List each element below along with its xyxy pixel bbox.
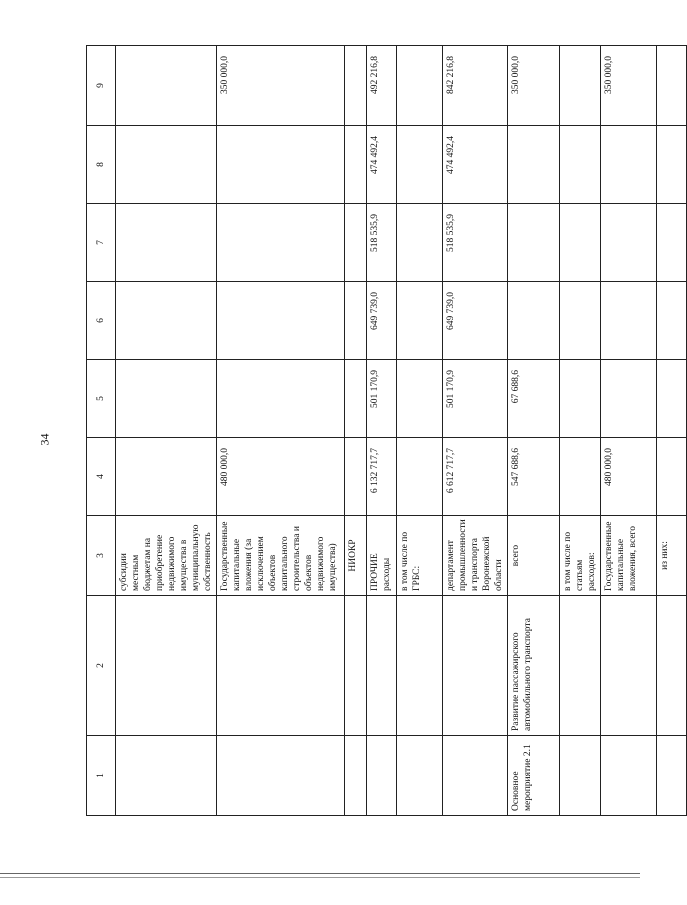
cell-col-4: 480 000,0 — [601, 438, 657, 516]
budget-table — [86, 45, 687, 816]
header-cell: 7 — [87, 204, 116, 282]
cell-col-5: 501 170,9 — [367, 360, 397, 438]
cell-col-1 — [657, 736, 687, 816]
cell-col-1 — [397, 736, 443, 816]
table-row — [116, 46, 217, 816]
cell-col-5: 67 688,6 — [508, 360, 560, 438]
cell-col-2 — [345, 596, 367, 736]
table-row — [367, 46, 397, 816]
header-cell: 8 — [87, 126, 116, 204]
cell-col-9 — [116, 46, 217, 126]
cell-col-7 — [560, 204, 601, 282]
cell-col-3: департамент промышленности и транспорта Воронежской области — [443, 516, 508, 596]
cell-col-4: 480 000,0 — [217, 438, 345, 516]
header-cell: 3 — [87, 516, 116, 596]
cell-col-9: 350 000,0 — [601, 46, 657, 126]
cell-col-9: 842 216,8 — [443, 46, 508, 126]
header-cell: 5 — [87, 360, 116, 438]
cell-col-6 — [657, 282, 687, 360]
cell-col-9 — [345, 46, 367, 126]
table-row — [345, 46, 367, 816]
cell-col-1 — [345, 736, 367, 816]
cell-col-2 — [657, 596, 687, 736]
header-cell: 2 — [87, 596, 116, 736]
cell-col-8 — [657, 126, 687, 204]
cell-col-4 — [397, 438, 443, 516]
cell-col-9 — [560, 46, 601, 126]
cell-col-2 — [601, 596, 657, 736]
cell-col-9 — [397, 46, 443, 126]
cell-col-2 — [443, 596, 508, 736]
cell-col-8 — [508, 126, 560, 204]
cell-col-7 — [657, 204, 687, 282]
cell-col-6: 649 739,0 — [367, 282, 397, 360]
cell-col-1 — [601, 736, 657, 816]
cell-col-8 — [397, 126, 443, 204]
cell-col-6 — [345, 282, 367, 360]
cell-col-7 — [508, 204, 560, 282]
cell-col-4 — [657, 438, 687, 516]
cell-col-7: 518 535,9 — [443, 204, 508, 282]
cell-col-3: из них: — [657, 516, 687, 596]
cell-col-8: 474 492,4 — [367, 126, 397, 204]
header-cell: 1 — [87, 736, 116, 816]
cell-col-6: 649 739,0 — [443, 282, 508, 360]
table-row — [508, 46, 560, 816]
cell-col-5 — [397, 360, 443, 438]
cell-col-4: 547 688,6 — [508, 438, 560, 516]
cell-col-2 — [560, 596, 601, 736]
cell-col-6 — [217, 282, 345, 360]
cell-col-1 — [560, 736, 601, 816]
cell-col-3: субсидии местным бюджетам на приобретение недвижимого имущества в муниципальную собственность — [116, 516, 217, 596]
cell-col-3: ПРОЧИЕ расходы — [367, 516, 397, 596]
header-cell: 9 — [87, 46, 116, 126]
cell-col-5 — [116, 360, 217, 438]
rotated-table-container — [86, 46, 670, 816]
cell-col-6 — [116, 282, 217, 360]
cell-col-8 — [116, 126, 217, 204]
cell-col-9: 350 000,0 — [508, 46, 560, 126]
cell-col-7 — [601, 204, 657, 282]
cell-col-5 — [345, 360, 367, 438]
scan-line — [0, 877, 640, 878]
table-row — [217, 46, 345, 816]
cell-col-7 — [217, 204, 345, 282]
cell-col-9: 350 000,0 — [217, 46, 345, 126]
header-cell: 6 — [87, 282, 116, 360]
cell-col-4 — [345, 438, 367, 516]
cell-col-8: 474 492,4 — [443, 126, 508, 204]
cell-col-2 — [397, 596, 443, 736]
cell-col-2 — [367, 596, 397, 736]
cell-col-5: 501 170,9 — [443, 360, 508, 438]
table-header-row — [87, 46, 116, 816]
cell-col-8 — [345, 126, 367, 204]
cell-col-4 — [560, 438, 601, 516]
cell-col-5 — [560, 360, 601, 438]
cell-col-1 — [116, 736, 217, 816]
cell-col-3: в том числе по статьям расходов: — [560, 516, 601, 596]
cell-col-6 — [397, 282, 443, 360]
cell-col-3: НИОКР — [345, 516, 367, 596]
table-row — [560, 46, 601, 816]
cell-col-6 — [560, 282, 601, 360]
page-number: 34 — [37, 433, 52, 446]
cell-col-8 — [601, 126, 657, 204]
cell-col-3: Государственные капитальные вложения, всего — [601, 516, 657, 596]
cell-col-2 — [217, 596, 345, 736]
cell-col-1: Основное мероприятие 2.1 — [508, 736, 560, 816]
cell-col-9 — [657, 46, 687, 126]
cell-col-5 — [601, 360, 657, 438]
cell-col-6 — [601, 282, 657, 360]
table-row — [601, 46, 657, 816]
cell-col-7 — [116, 204, 217, 282]
cell-col-8 — [560, 126, 601, 204]
cell-col-3: в том числе по ГРБС: — [397, 516, 443, 596]
cell-col-8 — [217, 126, 345, 204]
table-row — [443, 46, 508, 816]
cell-col-1 — [217, 736, 345, 816]
cell-col-7 — [397, 204, 443, 282]
cell-col-7: 518 535,9 — [367, 204, 397, 282]
cell-col-2 — [116, 596, 217, 736]
cell-col-3: Государственные капитальные вложения (за исключением объектов капитального строительства и объектов недвижимого имущества) — [217, 516, 345, 596]
cell-col-4: 6 132 717,7 — [367, 438, 397, 516]
header-cell: 4 — [87, 438, 116, 516]
cell-col-6 — [508, 282, 560, 360]
cell-col-5 — [217, 360, 345, 438]
table-row — [657, 46, 687, 816]
table-row — [397, 46, 443, 816]
scan-line — [0, 873, 640, 874]
cell-col-1 — [443, 736, 508, 816]
cell-col-4: 6 612 717,7 — [443, 438, 508, 516]
cell-col-3: всего — [508, 516, 560, 596]
cell-col-5 — [657, 360, 687, 438]
cell-col-1 — [367, 736, 397, 816]
cell-col-7 — [345, 204, 367, 282]
cell-col-4 — [116, 438, 217, 516]
cell-col-9: 492 216,8 — [367, 46, 397, 126]
cell-col-2: Развитие пассажирского автомобильного транспорта — [508, 596, 560, 736]
